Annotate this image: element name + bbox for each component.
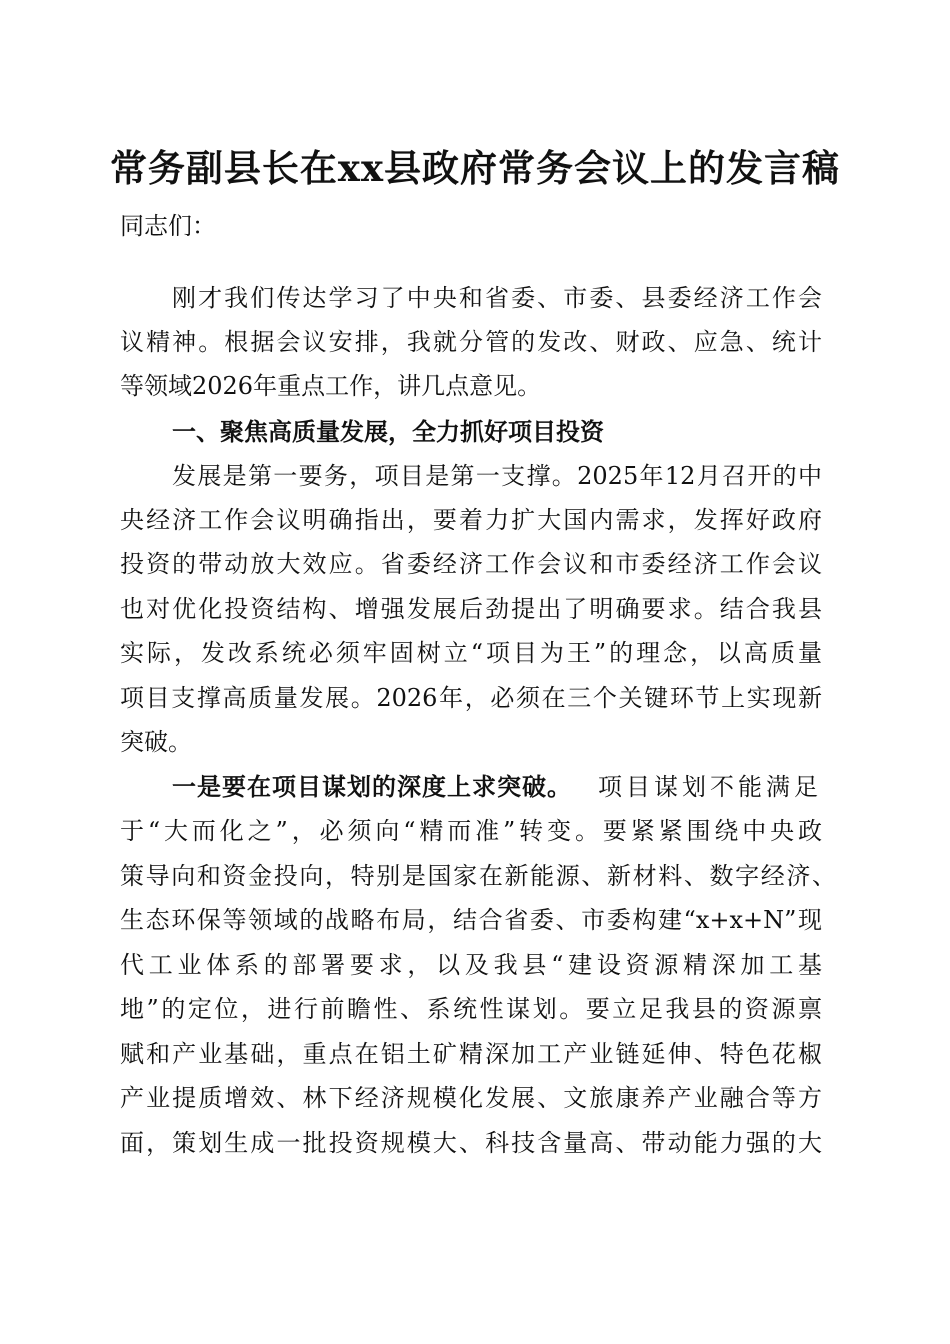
salutation: 同志们：: [120, 212, 216, 240]
para1-line: 项目支撑高质量发展。2026年，必须在三个关键环节上实现新: [120, 684, 822, 712]
section-heading-1: 一、聚焦高质量发展，全力抓好项目投资: [172, 418, 604, 446]
para2-line: 面，策划生成一批投资规模大、科技含量高、带动能力强的大: [120, 1129, 822, 1157]
para1-line: 也对优化投资结构、增强发展后劲提出了明确要求。结合我县: [120, 595, 822, 623]
para2-line: 生态环保等领域的战略布局，结合省委、市委构建“x+x+N”现: [120, 906, 822, 934]
para1-line: 实际，发改系统必须牢固树立“项目为王”的理念，以高质量: [120, 639, 822, 667]
para2-lead: 一是要在项目谋划的深度上求突破。: [172, 772, 572, 801]
para1-line: 发展是第一要务，项目是第一支撑。2025年12月召开的中: [172, 462, 822, 490]
intro-line: 议精神。根据会议安排，我就分管的发改、财政、应急、统计: [120, 328, 822, 356]
para1-line: 突破。: [120, 728, 192, 756]
para1-line: 投资的带动放大效应。省委经济工作会议和市委经济工作会议: [120, 550, 822, 578]
para2-line: 赋和产业基础，重点在铝土矿精深加工产业链延伸、特色花椒: [120, 1040, 822, 1068]
para1-line: 央经济工作会议明确指出，要着力扩大国内需求，发挥好政府: [120, 506, 822, 534]
para2-first-rest: 项目谋划不能满足: [598, 773, 822, 801]
para2-first-line: [172, 765, 822, 809]
para2-line: 代工业体系的部署要求，以及我县“建设资源精深加工基: [120, 951, 822, 979]
document-title: 常务副县长在xx县政府常务会议上的发言稿: [109, 146, 841, 190]
para2-line: 地”的定位，进行前瞻性、系统性谋划。要立足我县的资源禀: [120, 995, 822, 1023]
para2-line: 于“大而化之”，必须向“精而准”转变。要紧紧围绕中央政: [120, 817, 822, 845]
para2-line: 策导向和资金投向，特别是国家在新能源、新材料、数字经济、: [120, 862, 836, 890]
intro-line: 刚才我们传达学习了中央和省委、市委、县委经济工作会: [172, 284, 822, 312]
intro-line: 等领域2026年重点工作，讲几点意见。: [120, 372, 542, 400]
para2-line: 产业提质增效、林下经济规模化发展、文旅康养产业融合等方: [120, 1084, 822, 1112]
